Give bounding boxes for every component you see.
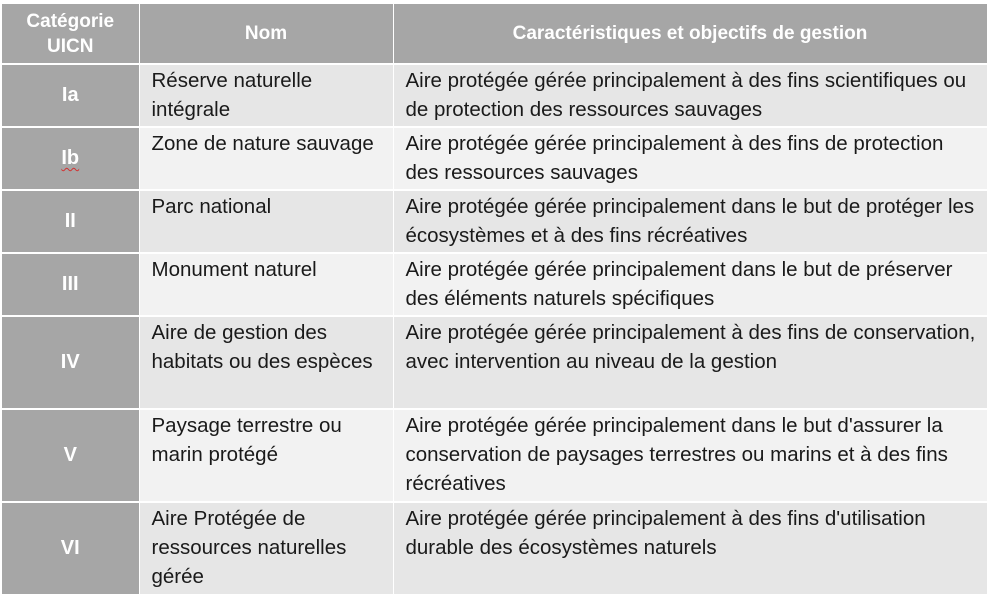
header-name: Nom xyxy=(139,4,393,64)
header-row xyxy=(2,4,987,64)
header-category-line2: UICN xyxy=(47,35,94,57)
category-cell: Ia xyxy=(2,64,139,127)
iucn-categories-table xyxy=(2,4,988,596)
name-cell: Aire Protégée de ressources naturelles gérée xyxy=(139,502,393,595)
name-cell: Aire de gestion des habitats ou des espèces xyxy=(139,316,393,409)
description-cell: Aire protégée gérée principalement à des fins d'utilisation durable des écosystèmes naturels xyxy=(393,502,987,595)
table-row xyxy=(2,409,987,502)
description-cell: Aire protégée gérée principalement à des fins de protection des ressources sauvages xyxy=(393,127,987,190)
category-cell: IV xyxy=(2,316,139,409)
category-cell: VI xyxy=(2,502,139,595)
table-row xyxy=(2,502,987,595)
name-cell: Paysage terrestre ou marin protégé xyxy=(139,409,393,502)
table-row xyxy=(2,253,987,316)
name-cell: Zone de nature sauvage xyxy=(139,127,393,190)
description-cell: Aire protégée gérée principalement dans le but d'assurer la conservation de paysages terrestres ou marins et à des fins récréatives xyxy=(393,409,987,502)
table-row xyxy=(2,64,987,127)
category-cell: V xyxy=(2,409,139,502)
header-category-line1: Catégorie xyxy=(26,10,115,32)
table-row xyxy=(2,190,987,253)
description-cell: Aire protégée gérée principalement dans le but de protéger les écosystèmes et à des fins récréatives xyxy=(393,190,987,253)
category-cell: III xyxy=(2,253,139,316)
name-cell: Monument naturel xyxy=(139,253,393,316)
header-description: Caractéristiques et objectifs de gestion xyxy=(393,4,987,64)
name-cell: Réserve naturelle intégrale xyxy=(139,64,393,127)
category-cell: II xyxy=(2,190,139,253)
description-cell: Aire protégée gérée principalement à des fins scientifiques ou de protection des ressources sauvages xyxy=(393,64,987,127)
table-row xyxy=(2,316,987,409)
category-cell xyxy=(2,127,139,190)
table-row xyxy=(2,127,987,190)
description-cell: Aire protégée gérée principalement à des fins de conservation, avec intervention au niveau de la gestion xyxy=(393,316,987,409)
header-category xyxy=(2,4,139,64)
category-value-spellcheck: Ib xyxy=(61,147,80,169)
description-cell: Aire protégée gérée principalement dans le but de préserver des éléments naturels spécifiques xyxy=(393,253,987,316)
name-cell: Parc national xyxy=(139,190,393,253)
